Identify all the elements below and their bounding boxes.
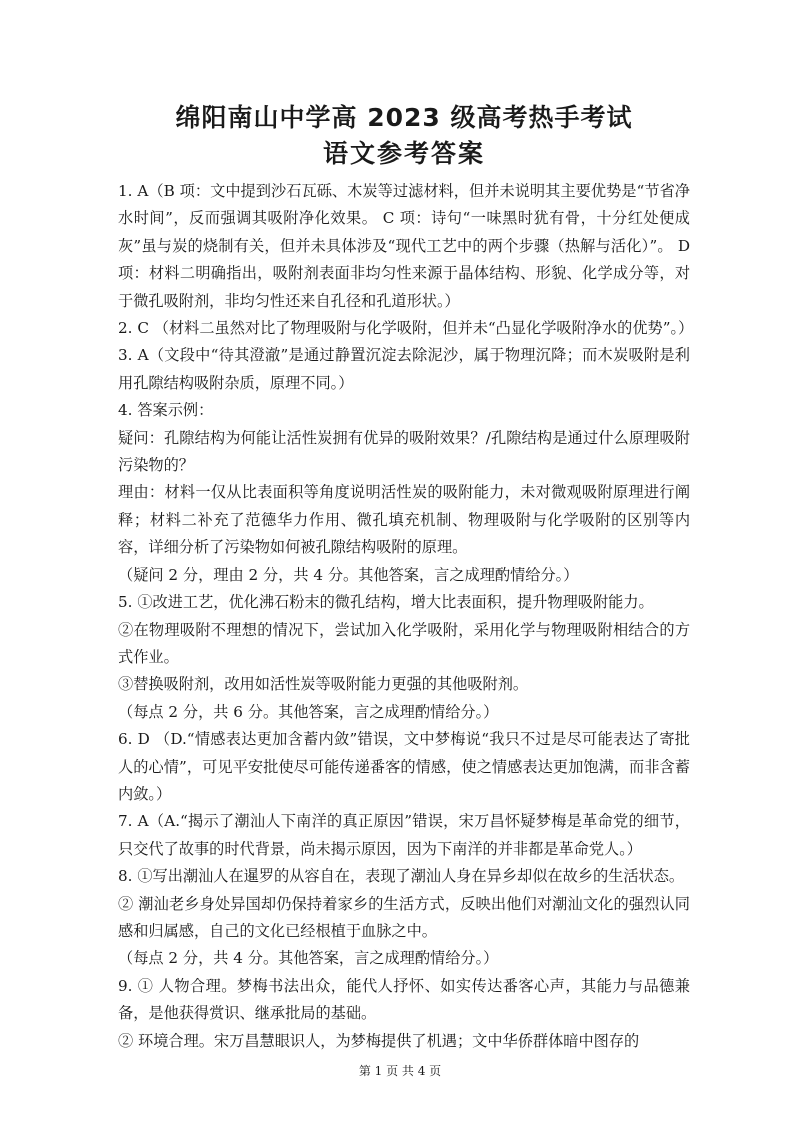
answer-paragraph: 4. 答案示例： [118, 401, 214, 420]
answer-paragraph: 9. ① 人物合理。梦梅书法出众，能代人抒怀、如实传达番客心声，其能力与品德兼备，是他获得赏识、继承批局的基础。 [118, 976, 690, 1023]
answer-paragraph: 6. D （D.“情感表达更加含蓄内敛”错误，文中梦梅说“我只不过是尽可能表达了寄批人的心情”，可见平安批使尽可能传递番客的情感，使之情感表达更加饱满，而非含蓄内敛。） [118, 730, 690, 803]
answer-paragraph: 8. ①写出潮汕人在暹罗的从容自在，表现了潮汕人身在异乡却似在故乡的生活状态。 [118, 867, 685, 886]
answer-content [118, 178, 694, 1055]
answer-paragraph: 7. A（A.“揭示了潮汕人下南洋的真正原因”错误，宋万昌怀疑梦梅是革命党的细节，只交代了故事的时代背景，尚未揭示原因，因为下南洋的并非都是革命党人。） [118, 812, 690, 858]
document-title: 绵阳南山中学高 2023 级高考热手考试 [175, 103, 633, 132]
answer-paragraph: 5. ①改进工艺，优化沸石粉末的微孔结构，增大比表面积，提升物理吸附能力。 [118, 593, 654, 612]
answer-paragraph: ②在物理吸附不理想的情况下，尝试加入化学吸附，采用化学与物理吸附相结合的方式作业。 [118, 620, 690, 666]
answer-paragraph: 3. A（文段中“待其澄澈”是通过静置沉淀去除泥沙，属于物理沉降；而木炭吸附是利用孔隙结构吸附杂质，原理不同。） [118, 346, 690, 392]
answer-paragraph: ② 潮汕老乡身处异国却仍保持着家乡的生活方式，反映出他们对潮汕文化的强烈认同感和归属感，自己的文化已经根植于血脉之中。 [118, 894, 690, 940]
page-number-footer: 第 1 页 共 4 页 [358, 1064, 442, 1078]
answer-paragraph: 理由：材料一仅从比表面积等角度说明活性炭的吸附能力，未对微观吸附原理进行阐释；材料二补充了范德华力作用、微孔填充机制、物理吸附与化学吸附的区别等内容，详细分析了污染物如何被孔隙结构吸附的原理。 [118, 483, 690, 557]
answer-paragraph: ② 环境合理。宋万昌慧眼识人，为梦梅提供了机遇；文中华侨群体暗中图存的 [118, 1031, 640, 1050]
answer-paragraph: 2. C （材料二虽然对比了物理吸附与化学吸附，但并未“凸显化学吸附净水的优势”。） [118, 319, 694, 338]
answer-paragraph: ③替换吸附剂，改用如活性炭等吸附能力更强的其他吸附剂。 [118, 675, 529, 694]
answer-paragraph: （疑问 2 分，理由 2 分，共 4 分。其他答案，言之成理酌情给分。） [118, 565, 579, 584]
answer-paragraph: （每点 2 分，共 4 分。其他答案，言之成理酌情给分。） [118, 949, 499, 968]
answer-paragraph: （每点 2 分，共 6 分。其他答案，言之成理酌情给分。） [118, 702, 499, 721]
answer-paragraph: 疑问：孔隙结构为何能让活性炭拥有优异的吸附效果？/孔隙结构是通过什么原理吸附污染物的？ [118, 428, 690, 475]
answer-paragraph: 1. A（B 项：文中提到沙石瓦砾、木炭等过滤材料，但并未说明其主要优势是“节省净水时间”，反而强调其吸附净化效果。 C 项：诗句“一味黑时犹有骨，十分红处便成灰”虽与炭的烧制有关，但并未具体涉及“现代工艺中的两个步骤（热解与活化）”。 D 项：材料二明确指出，吸附剂表面非均匀性来源于晶体结构、形貌、化学成分等，对于微孔吸附剂，非均匀性还来自孔径和孔道形状。） [118, 182, 690, 310]
document-subtitle: 语文参考答案 [322, 139, 485, 168]
